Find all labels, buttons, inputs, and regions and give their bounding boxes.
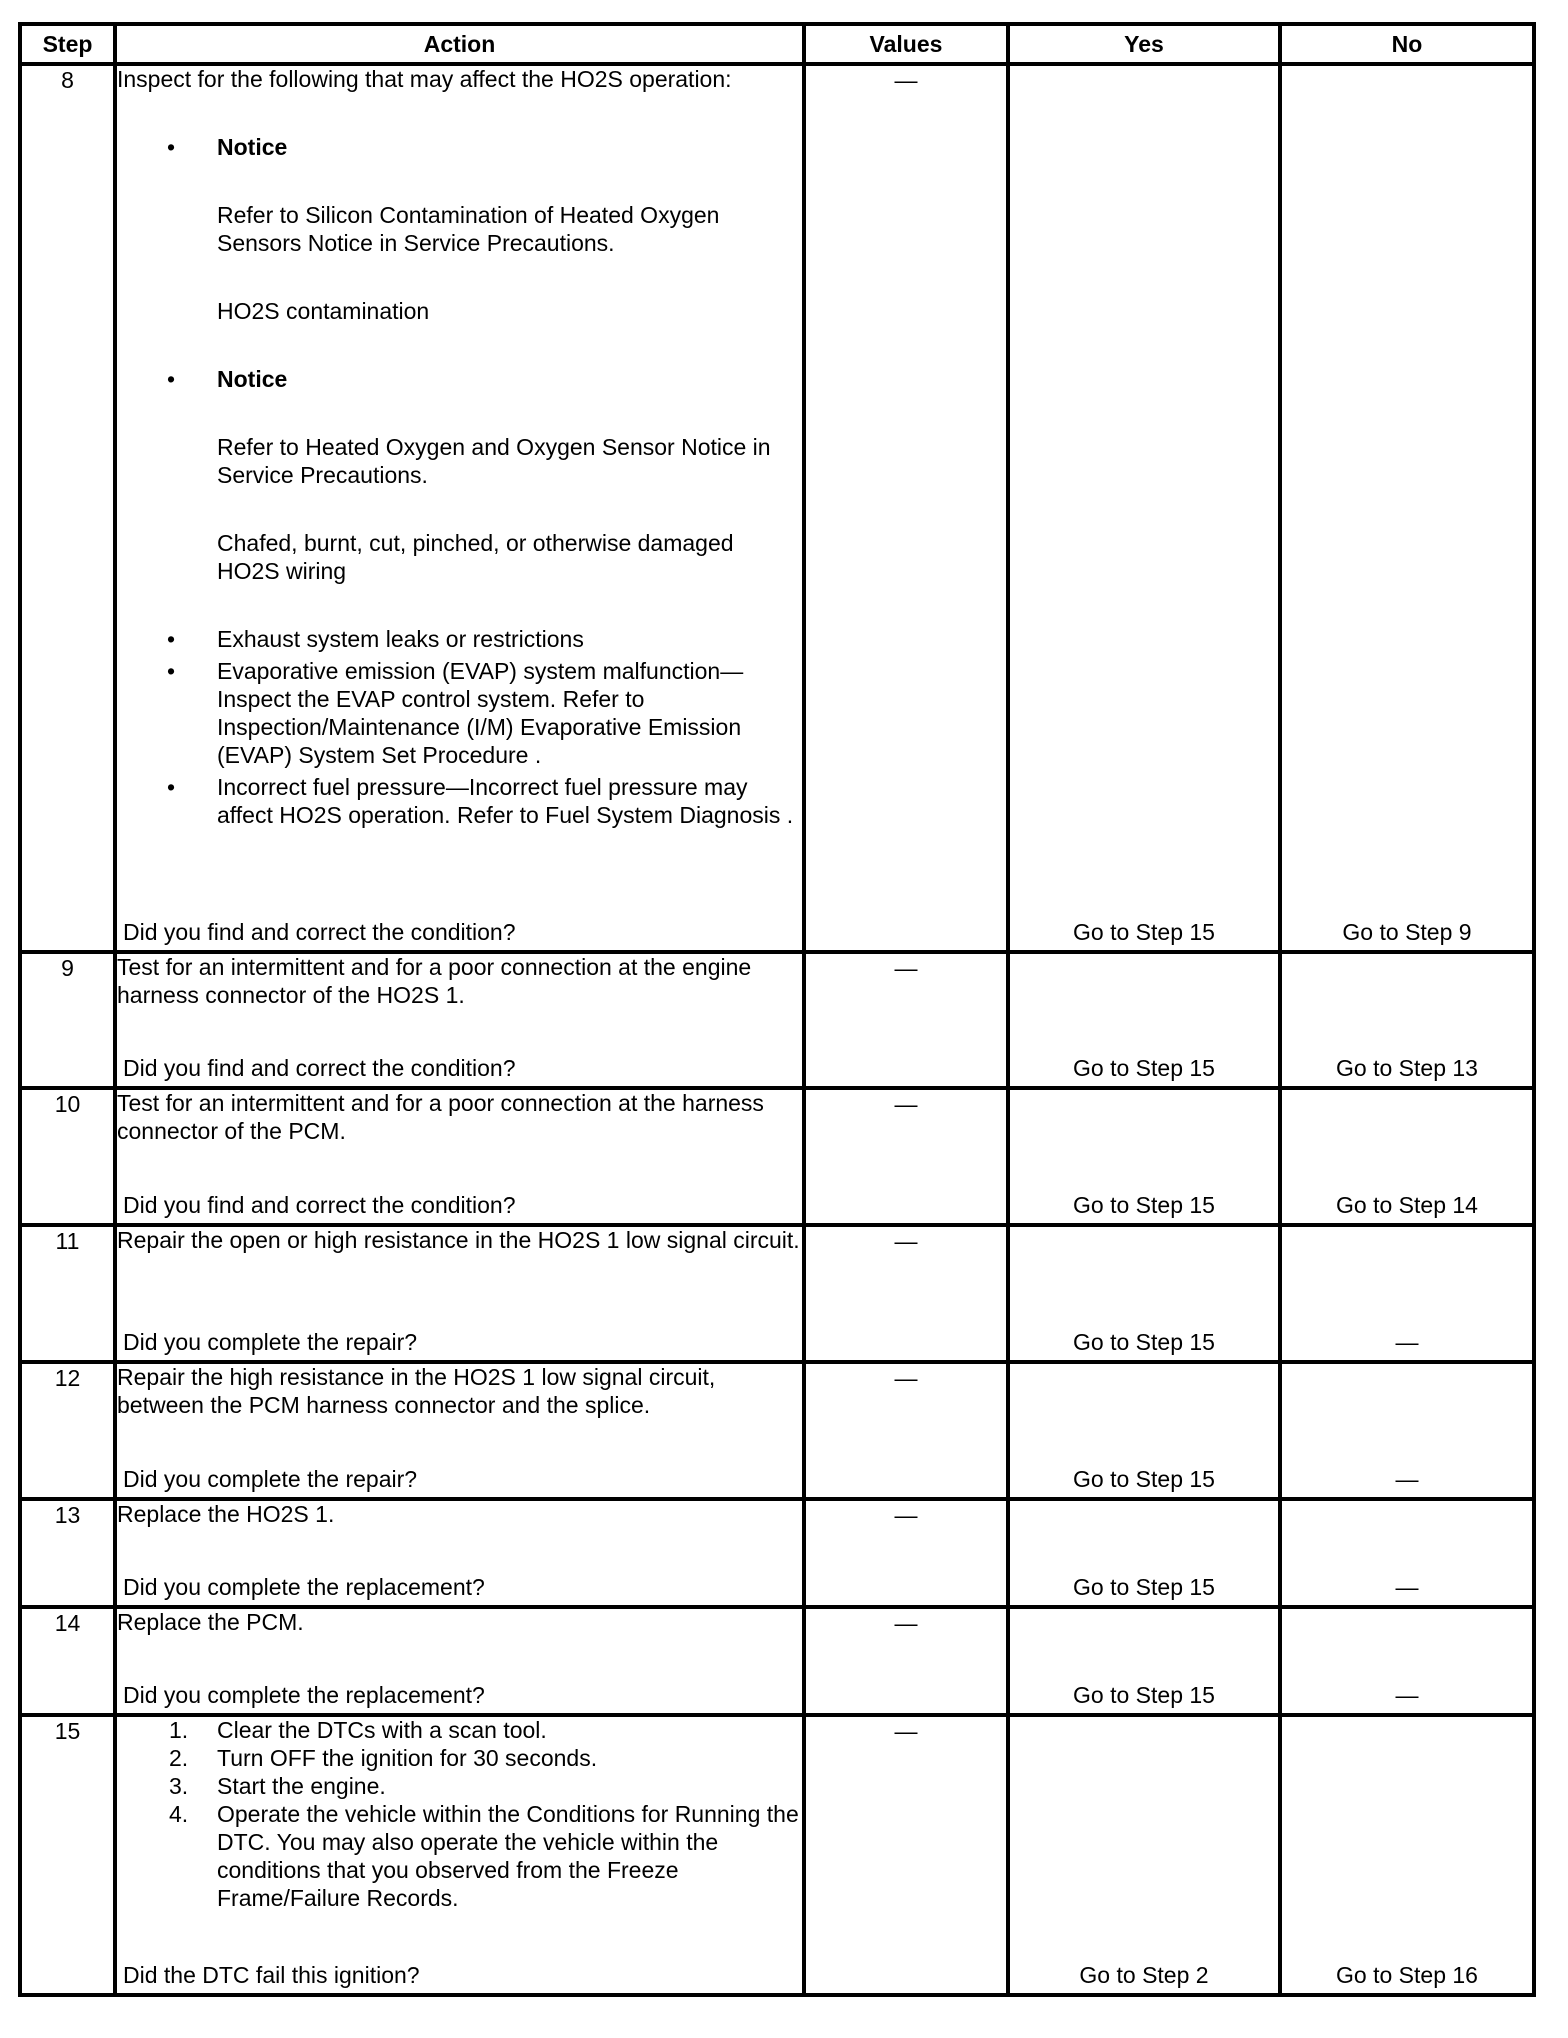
step-number: 9: [20, 952, 115, 1088]
action-cell: [115, 1088, 804, 1225]
action-text: Test for an intermittent and for a poor connection at the harness connector of the PCM.: [117, 1090, 764, 1144]
procedure-list: [117, 1716, 802, 1912]
yes-result: Go to Step 15: [1073, 919, 1215, 945]
step-index: 2.: [169, 1745, 189, 1771]
yes-cell: [1008, 1715, 1280, 1995]
notice-label: Notice: [217, 134, 288, 160]
yes-result: Go to Step 15: [1073, 1574, 1215, 1600]
step-number: 14: [20, 1607, 115, 1715]
values-cell: —: [804, 64, 1008, 952]
no-cell: [1280, 1088, 1534, 1225]
table-row: [20, 1225, 1534, 1362]
list-item: [117, 1772, 802, 1800]
action-cell: [115, 1499, 804, 1607]
action-question: Did you find and correct the condition?: [123, 1192, 516, 1218]
no-cell: [1280, 1715, 1534, 1995]
header-values: Values: [804, 24, 1008, 64]
action-question: Did you complete the repair?: [123, 1466, 418, 1492]
yes-cell: [1008, 1362, 1280, 1499]
header-no: No: [1280, 24, 1534, 64]
table-row: [20, 1088, 1534, 1225]
list-item: [117, 773, 802, 829]
values-cell: —: [804, 1607, 1008, 1715]
bullet-icon: •: [167, 134, 176, 160]
list-item: [117, 365, 802, 585]
list-item: [117, 133, 802, 325]
no-cell: [1280, 952, 1534, 1088]
action-question: Did you complete the replacement?: [123, 1574, 485, 1600]
yes-cell: [1008, 64, 1280, 952]
action-question: Did the DTC fail this ignition?: [123, 1962, 420, 1988]
list-item: [117, 1744, 802, 1772]
header-action: Action: [115, 24, 804, 64]
step-number: 10: [20, 1088, 115, 1225]
step-number: 8: [20, 64, 115, 952]
step-number: 13: [20, 1499, 115, 1607]
yes-cell: [1008, 1607, 1280, 1715]
table-row: [20, 1499, 1534, 1607]
table-row: [20, 1715, 1534, 1995]
yes-result: Go to Step 15: [1073, 1329, 1215, 1355]
no-cell: [1280, 1225, 1534, 1362]
yes-cell: [1008, 952, 1280, 1088]
bullet-icon: •: [167, 366, 176, 392]
list-item: [117, 625, 802, 653]
values-cell: —: [804, 1362, 1008, 1499]
header-yes: Yes: [1008, 24, 1280, 64]
table-row: [20, 1607, 1534, 1715]
yes-result: Go to Step 15: [1073, 1055, 1215, 1081]
step-number: 12: [20, 1362, 115, 1499]
values-cell: —: [804, 1499, 1008, 1607]
action-text: Replace the HO2S 1.: [117, 1501, 335, 1527]
yes-cell: [1008, 1088, 1280, 1225]
no-result: —: [1395, 1574, 1419, 1600]
action-intro: Inspect for the following that may affect the HO2S operation:: [117, 66, 732, 92]
action-question: Did you find and correct the condition?: [123, 919, 516, 945]
procedure-text: Start the engine.: [217, 1773, 386, 1799]
yes-result: Go to Step 15: [1073, 1466, 1215, 1492]
procedure-text: Operate the vehicle within the Conditions for Running the DTC. You may also operate the vehicle within the conditions that you observed from the Freeze Frame/Failure Records.: [217, 1801, 799, 1911]
condition-text: Incorrect fuel pressure—Incorrect fuel pressure may affect HO2S operation. Refer to Fuel System Diagnosis .: [217, 774, 794, 828]
table-row: [20, 952, 1534, 1088]
no-result: Go to Step 13: [1336, 1055, 1478, 1081]
condition-list: [117, 133, 802, 829]
list-item: [117, 1800, 802, 1912]
procedure-text: Turn OFF the ignition for 30 seconds.: [217, 1745, 598, 1771]
header-step: Step: [20, 24, 115, 64]
step-number: 15: [20, 1715, 115, 1995]
condition-text: HO2S contamination: [217, 298, 430, 324]
diagnostic-table: [18, 22, 1536, 1997]
values-cell: —: [804, 1225, 1008, 1362]
notice-text: Refer to Silicon Contamination of Heated Oxygen Sensors Notice in Service Precautions.: [217, 202, 720, 256]
bullet-icon: •: [167, 774, 176, 800]
no-result: Go to Step 9: [1342, 919, 1472, 945]
action-text: Repair the high resistance in the HO2S 1 low signal circuit, between the PCM harness connector and the splice.: [117, 1364, 716, 1418]
bullet-icon: •: [167, 626, 176, 652]
condition-text: Chafed, burnt, cut, pinched, or otherwise damaged HO2S wiring: [217, 530, 734, 584]
action-text: Replace the PCM.: [117, 1609, 304, 1635]
action-question: Did you complete the replacement?: [123, 1682, 485, 1708]
step-index: 3.: [169, 1773, 189, 1799]
condition-text: Evaporative emission (EVAP) system malfunction—Inspect the EVAP control system. Refer to Inspection/Maintenance (I/M) Evaporative Emission (EVAP) System Set Procedure .: [217, 658, 744, 768]
action-question: Did you find and correct the condition?: [123, 1055, 516, 1081]
action-cell: [115, 1225, 804, 1362]
action-text: Repair the open or high resistance in the HO2S 1 low signal circuit.: [117, 1227, 800, 1253]
action-cell: [115, 1607, 804, 1715]
procedure-text: Clear the DTCs with a scan tool.: [217, 1717, 547, 1743]
notice-text: Refer to Heated Oxygen and Oxygen Sensor Notice in Service Precautions.: [217, 434, 771, 488]
header-row: [20, 24, 1534, 64]
condition-text: Exhaust system leaks or restrictions: [217, 626, 584, 652]
action-cell: [115, 1715, 804, 1995]
yes-cell: [1008, 1225, 1280, 1362]
values-cell: —: [804, 1088, 1008, 1225]
action-cell: [115, 1362, 804, 1499]
list-item: [117, 657, 802, 769]
bullet-icon: •: [167, 658, 176, 684]
no-result: —: [1395, 1466, 1419, 1492]
values-cell: —: [804, 1715, 1008, 1995]
no-cell: [1280, 1607, 1534, 1715]
no-cell: [1280, 1362, 1534, 1499]
yes-cell: [1008, 1499, 1280, 1607]
notice-label: Notice: [217, 366, 288, 392]
action-cell: [115, 952, 804, 1088]
yes-result: Go to Step 15: [1073, 1682, 1215, 1708]
no-result: —: [1395, 1329, 1419, 1355]
action-cell: [115, 64, 804, 952]
list-item: [117, 1716, 802, 1744]
table-row: [20, 1362, 1534, 1499]
step-index: 4.: [169, 1801, 189, 1827]
step-index: 1.: [169, 1717, 189, 1743]
no-cell: [1280, 64, 1534, 952]
no-result: Go to Step 14: [1336, 1192, 1478, 1218]
yes-result: Go to Step 2: [1079, 1962, 1209, 1988]
no-cell: [1280, 1499, 1534, 1607]
no-result: —: [1395, 1682, 1419, 1708]
yes-result: Go to Step 15: [1073, 1192, 1215, 1218]
table-row: [20, 64, 1534, 952]
action-question: Did you complete the repair?: [123, 1329, 418, 1355]
action-text: Test for an intermittent and for a poor connection at the engine harness connector of the HO2S 1.: [117, 954, 752, 1008]
no-result: Go to Step 16: [1336, 1962, 1478, 1988]
step-number: 11: [20, 1225, 115, 1362]
values-cell: —: [804, 952, 1008, 1088]
